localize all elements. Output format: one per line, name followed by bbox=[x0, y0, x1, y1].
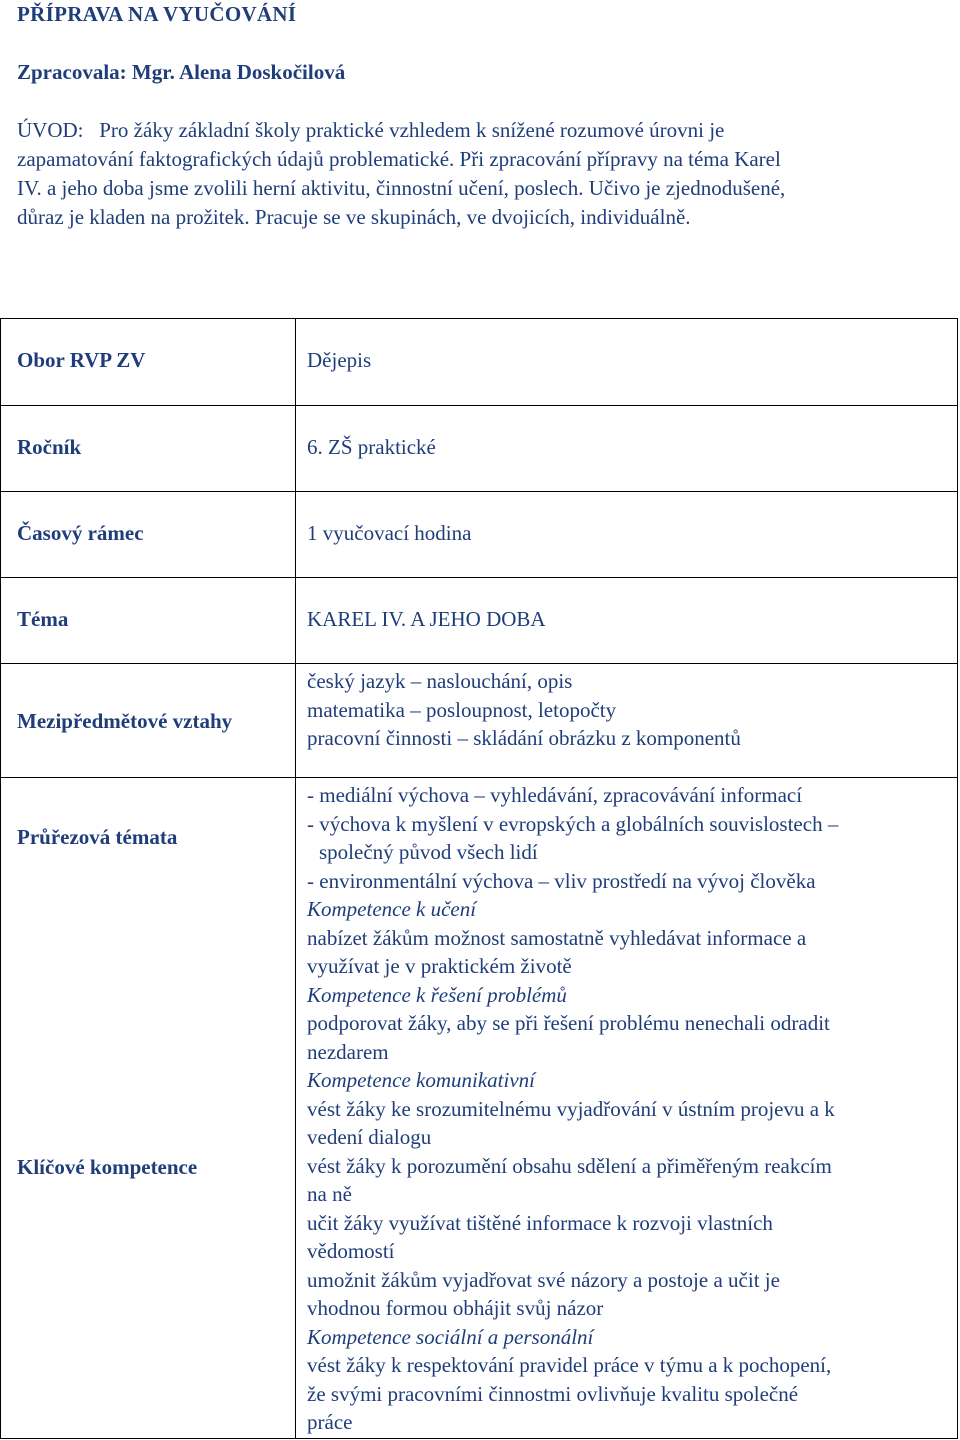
intro-line-2: zapamatování faktografických údajů problematické. Při zpracování přípravy na téma Karel bbox=[17, 147, 781, 171]
label-mezipredmetove: Mezipředmětové vztahy bbox=[17, 709, 233, 733]
document-title: PŘÍPRAVA NA VYUČOVÁNÍ bbox=[17, 2, 297, 26]
list-item: vedení dialogu bbox=[307, 1125, 432, 1149]
table-row-prurezova-klicove bbox=[1, 777, 957, 1438]
list-item: učit žáky využívat tištěné informace k rozvoji vlastních bbox=[307, 1210, 773, 1235]
table-row-mezipredmetove bbox=[1, 663, 957, 778]
table-row-obor bbox=[1, 319, 957, 405]
list-item: umožnit žákům vyjadřovat své názory a postoje a učit je bbox=[307, 1267, 780, 1292]
list-item: pracovní činnosti – skládání obrázku z komponentů bbox=[307, 726, 741, 750]
label-rocnik: Ročník bbox=[17, 435, 82, 459]
list-item: vést žáky k porozumění obsahu sdělení a přiměřeným reakcím bbox=[307, 1153, 832, 1178]
label-obor: Obor RVP ZV bbox=[17, 348, 146, 372]
list-item: vhodnou formou obhájit svůj názor bbox=[307, 1296, 604, 1320]
value-mezipredmetove bbox=[307, 667, 947, 753]
table-row-tema bbox=[1, 577, 957, 664]
label-tema: Téma bbox=[17, 607, 69, 631]
competence-heading: Kompetence sociální a personální bbox=[307, 1324, 594, 1349]
label-klicove: Klíčové kompetence bbox=[17, 1155, 198, 1179]
label-casovy-ramec: Časový rámec bbox=[17, 521, 144, 545]
value-prurezova bbox=[307, 781, 947, 895]
list-item: matematika – posloupnost, letopočty bbox=[307, 697, 617, 722]
intro-line-1: Pro žáky základní školy praktické vzhledem k snížené rozumové úrovni je bbox=[99, 118, 725, 142]
list-item: využívat je v praktickém životě bbox=[307, 954, 572, 978]
list-item: vést žáky ke srozumitelnému vyjadřování v ústním projevu a k bbox=[307, 1096, 835, 1121]
list-item: práce bbox=[307, 1410, 353, 1434]
list-item: - výchova k myšlení v evropských a globálních souvislostech – bbox=[307, 811, 839, 836]
list-item: - mediální výchova – vyhledávání, zpracovávání informací bbox=[307, 783, 803, 807]
value-tema: KAREL IV. A JEHO DOBA bbox=[307, 607, 546, 631]
competence-heading: Kompetence k učení bbox=[307, 897, 477, 921]
value-casovy-ramec: 1 vyučovací hodina bbox=[307, 521, 472, 545]
list-item: podporovat žáky, aby se při řešení problému nenechali odradit bbox=[307, 1011, 830, 1035]
intro-line-3: IV. a jeho doba jsme zvolili herní aktivitu, činnostní učení, poslech. Učivo je zjednodušené, bbox=[17, 176, 786, 200]
label-prurezova: Průřezová témata bbox=[17, 825, 178, 849]
list-item: vědomostí bbox=[307, 1239, 395, 1263]
intro-paragraph bbox=[17, 116, 937, 232]
competence-heading: Kompetence k řešení problémů bbox=[307, 982, 567, 1007]
intro-label: ÚVOD: bbox=[17, 118, 84, 142]
intro-line-4: důraz je kladen na prožitek. Pracuje se ve skupinách, ve dvojicích, individuálně. bbox=[17, 205, 691, 229]
author-line: Zpracovala: Mgr. Alena Doskočilová bbox=[17, 60, 346, 84]
list-item: - environmentální výchova – vliv prostředí na vývoj člověka bbox=[307, 868, 816, 893]
value-obor: Dějepis bbox=[307, 348, 372, 372]
list-item: nabízet žákům možnost samostatně vyhledávat informace a bbox=[307, 925, 807, 950]
list-item: český jazyk – naslouchání, opis bbox=[307, 669, 573, 693]
list-item: společný původ všech lidí bbox=[319, 840, 538, 864]
value-klicove bbox=[307, 895, 947, 1437]
table-row-casovy-ramec bbox=[1, 491, 957, 578]
value-rocnik: 6. ZŠ praktické bbox=[307, 435, 436, 459]
list-item: nezdarem bbox=[307, 1039, 389, 1064]
list-item: že svými pracovními činnostmi ovlivňuje kvalitu společné bbox=[307, 1381, 799, 1406]
list-item: vést žáky k respektování pravidel práce v týmu a k pochopení, bbox=[307, 1353, 832, 1377]
competence-heading: Kompetence komunikativní bbox=[307, 1068, 536, 1092]
table-row-rocnik bbox=[1, 405, 957, 492]
list-item: na ně bbox=[307, 1182, 352, 1206]
lesson-table bbox=[0, 318, 958, 1439]
